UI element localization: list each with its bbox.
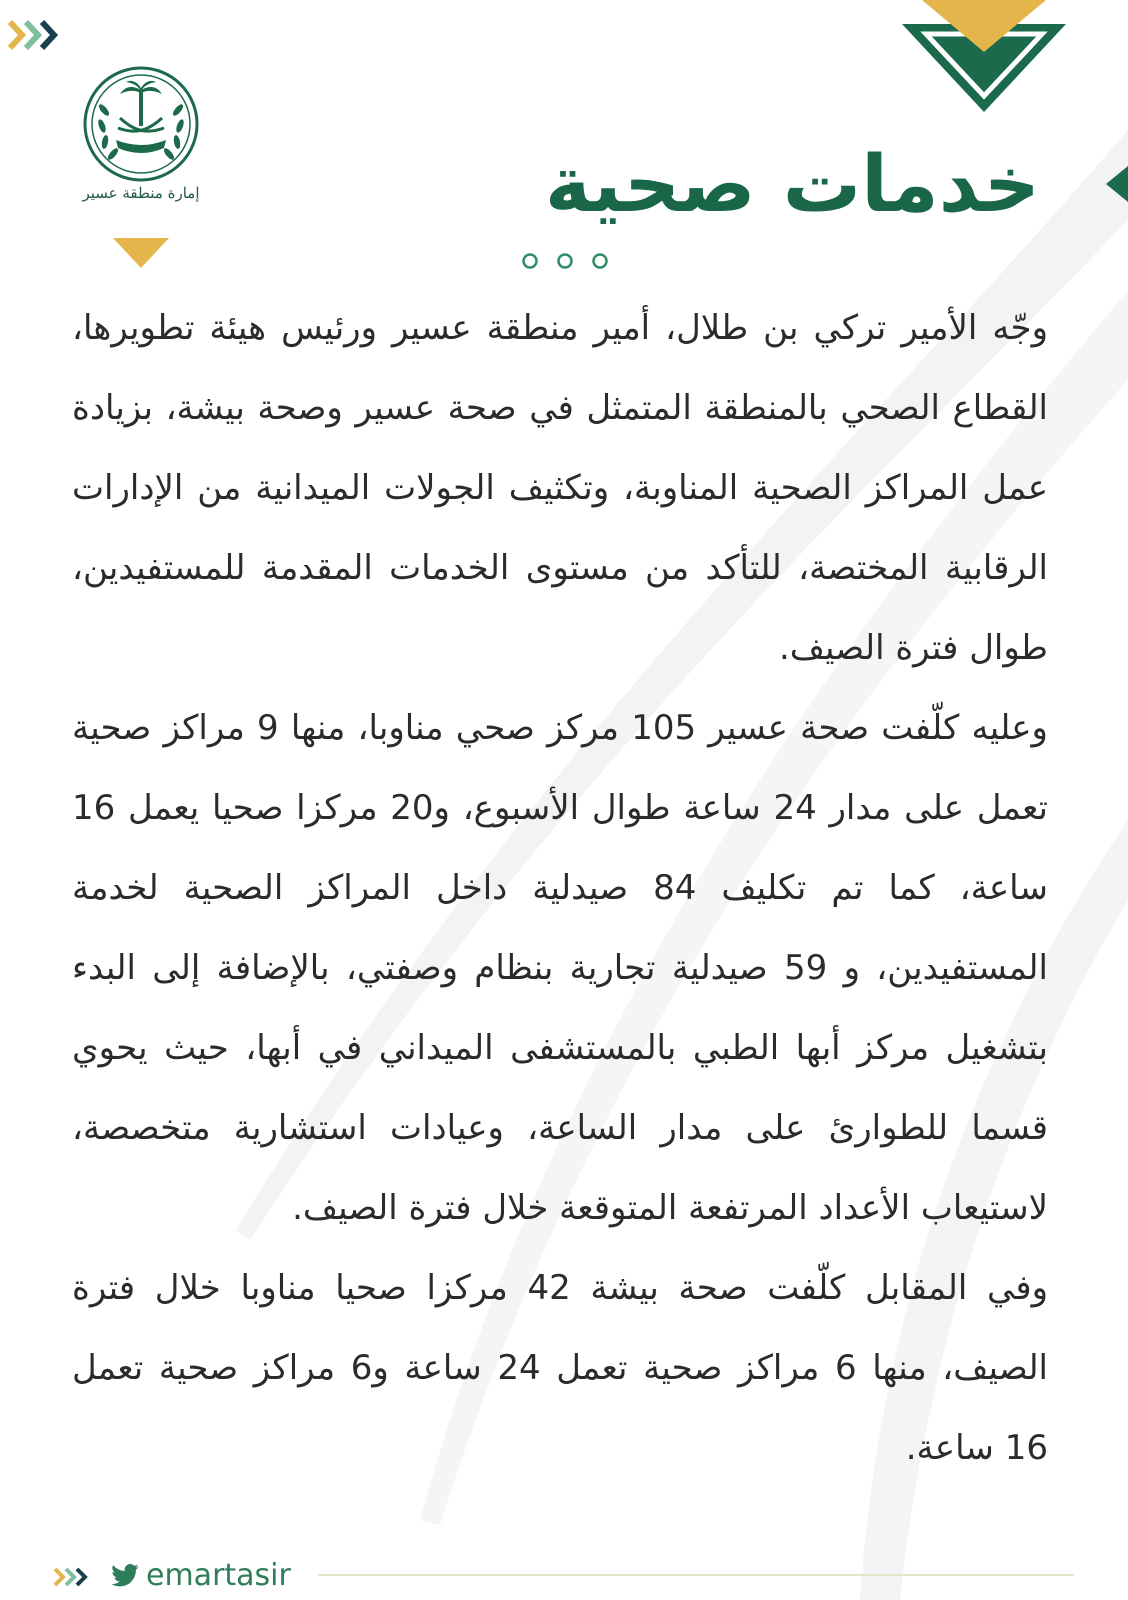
- emirate-emblem: [80, 66, 202, 226]
- article-body: [72, 288, 1048, 1488]
- paragraph-1: وجّه الأمير تركي بن طلال، أمير منطقة عسير ورئيس هيئة تطويرها، القطاع الصحي بالمنطقة المتمثل في صحة عسير وصحة بيشة، بزيادة عمل المراكز الصحية المناوبة، وتكثيف الجولات الميدانية من الإدارات الرقابية المختصة، للتأكد من مستوى الخدمات المقدمة للمستفيدين، طوال فترة الصيف.: [72, 308, 1048, 668]
- page-title: خدمات صحية: [544, 140, 1040, 230]
- dots-divider-icon: [520, 250, 610, 272]
- twitter-handle-link[interactable]: emartasir: [146, 1558, 291, 1593]
- emblem-caption: إمارة منطقة عسير: [82, 184, 200, 202]
- chevrons-icon: [6, 18, 66, 52]
- footer-divider: [318, 1574, 1074, 1576]
- side-triangle-icon: [1106, 166, 1128, 202]
- header-badge-icon: [902, 0, 1066, 120]
- gold-triangle-icon: [113, 238, 169, 270]
- twitter-icon[interactable]: [110, 1561, 140, 1591]
- paragraph-2: وعليه كلّفت صحة عسير 105 مركز صحي مناوبا، منها 9 مراكز صحية تعمل على مدار 24 ساعة طوال الأسبوع، و20 مركزا صحيا يعمل 16 ساعة، كما تم تكليف 84 صيدلية داخل المراكز الصحية لخدمة المستفيدين، و 59 صيدلية تجارية بنظام وصفتي، بالإضافة إلى البدء بتشغيل مركز أبها الطبي بالمستشفى الميداني في أبها، حيث يحوي قسما للطوارئ على مدار الساعة، وعيادات استشارية متخصصة، لاستيعاب الأعداد المرتفعة المتوقعة خلال فترة الصيف.: [72, 708, 1049, 1228]
- footer-chevrons-icon: [52, 1566, 92, 1588]
- paragraph-3: وفي المقابل كلّفت صحة بيشة 42 مركزا صحيا مناوبا خلال فترة الصيف، منها 6 مراكز صحية تعمل 24 ساعة و6 مراكز صحية تعمل 16 ساعة.: [72, 1268, 1049, 1468]
- palm-swords-emblem-icon: [80, 66, 202, 182]
